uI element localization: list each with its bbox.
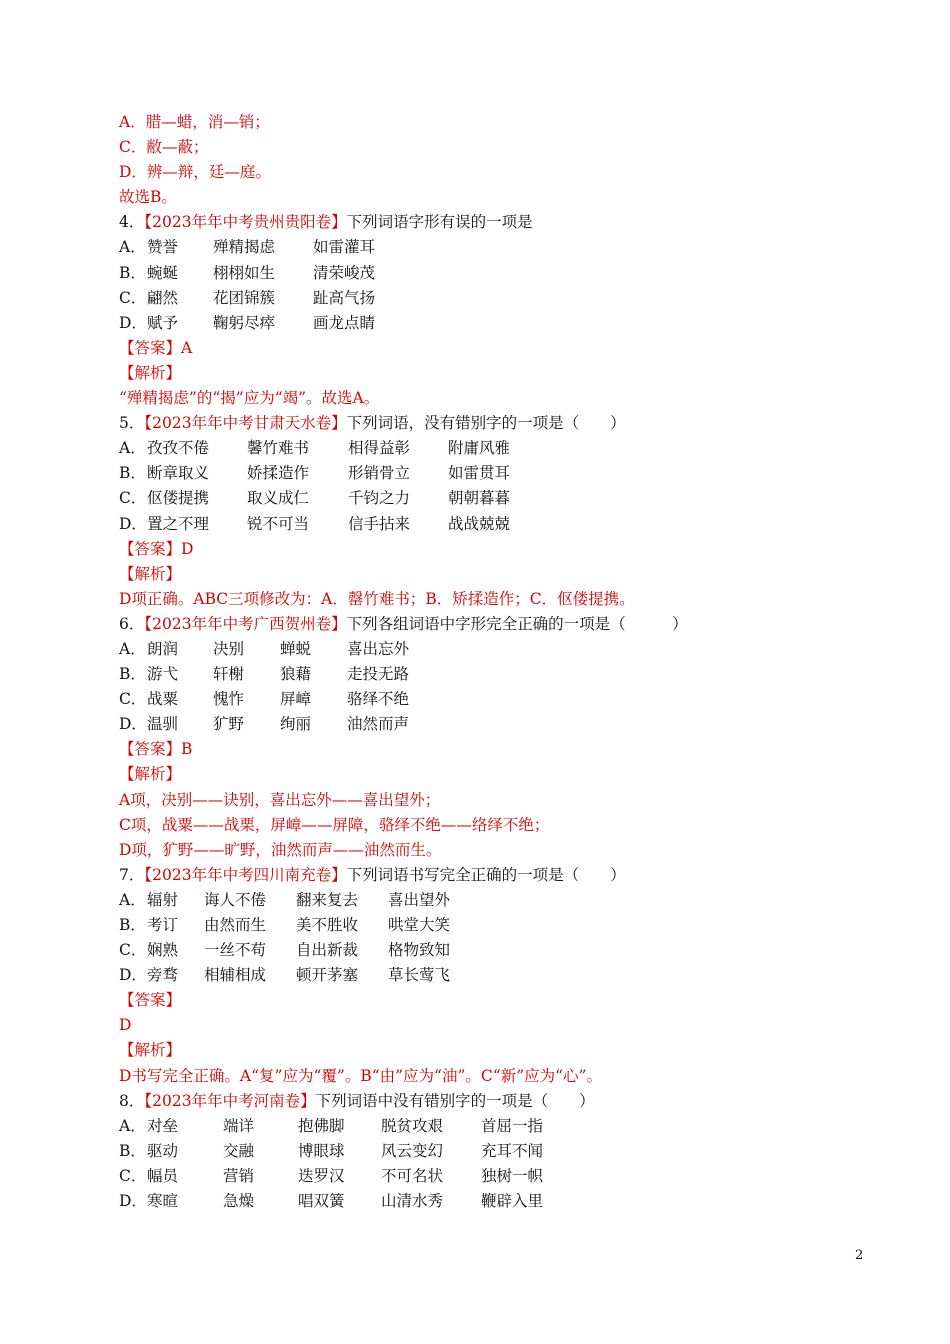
prev-conclusion: 故选B。 [119, 188, 177, 207]
option-row: A．赞誉 殚精揭虑 如雷灌耳 [119, 238, 376, 257]
answer-line: 【答案】D [119, 539, 194, 558]
option-row: A．辐射 诲人不倦 翻来复去 喜出望外 [119, 890, 451, 909]
document-page [119, 110, 859, 1214]
option-row: A．孜孜不倦 馨竹难书 相得益彰 附庸风雅 [119, 439, 511, 458]
option-row: B．断章取义 娇揉造作 形销骨立 如雷贯耳 [119, 464, 511, 483]
analysis-text: A项，决别——诀别，喜出忘外——喜出望外； [119, 790, 441, 809]
analysis-text: D书写完全正确。A“复”应为“覆”。B“由”应为“油”。C“新”应为“心”。 [119, 1066, 602, 1085]
prev-analysis-line: D．辨—辩，廷—庭。 [119, 163, 271, 182]
question-7-stem: 7．【2023年年中考四川南充卷】下列词语书写完全正确的一项是（ ） [119, 865, 626, 884]
answer-line: 【答案】B [119, 740, 193, 759]
option-row: B．考订 由然而生 美不胜收 哄堂大笑 [119, 916, 451, 934]
option-row: B．驱动 交融 博眼球 风云变幻 充耳不闻 [119, 1141, 544, 1160]
analysis-text: C项，战粟——战栗，屏嶂——屏障，骆绎不绝——络绎不绝； [119, 815, 550, 834]
option-row: B．游弋 轩榭 狼藉 走投无路 [119, 665, 410, 684]
question-6-stem: 6．【2023年年中考广西贺州卷】下列各组词语中字形完全正确的一项是（ ） [119, 614, 688, 633]
option-row: D．旁骛 相辅相成 顿开茅塞 草长莺飞 [119, 966, 451, 985]
option-row: C．翩然 花团锦簇 趾高气扬 [119, 288, 376, 307]
option-row: C．伛偻提携 取义成仁 千钧之力 朝朝暮暮 [119, 489, 511, 508]
option-row: C．幅员 营销 迭罗汉 不可名状 独树一帜 [119, 1166, 544, 1185]
question-source: 【2023年年中考广西贺州卷】 [144, 614, 347, 633]
option-row: C．战粟 愧怍 屏嶂 骆绎不绝 [119, 690, 410, 709]
option-row: D．温驯 犷野 绚丽 油然而声 [119, 715, 410, 734]
prev-analysis-line: C．敝—蔽； [119, 138, 209, 157]
question-source: 【2023年年中考四川南充卷】 [144, 865, 347, 884]
analysis-text: D项正确。ABC三项修改为：A．罄竹难书；B．矫揉造作；C．伛偻提携。 [119, 589, 635, 608]
question-8-stem: 8．【2023年年中考河南卷】下列词语中没有错别字的一项是（ ） [119, 1091, 595, 1110]
analysis-tag: 【解析】 [119, 1041, 182, 1060]
option-row: D．寒暄 急燥 唱双簧 山清水秀 鞭辟入里 [119, 1192, 544, 1211]
option-row: D．赋予 鞠躬尽瘁 画龙点睛 [119, 313, 376, 332]
prev-analysis-line: A．腊—蜡，消—销； [119, 113, 270, 131]
analysis-tag: 【解析】 [119, 363, 182, 382]
question-source: 【2023年年中考河南卷】 [144, 1091, 316, 1110]
answer-line: 【答案】A [119, 338, 193, 357]
question-4-stem: 4．【2023年年中考贵州贵阳卷】下列词语字形有误的一项是 [119, 213, 533, 232]
option-row: A．对垒 端详 抱佛脚 脱贫攻艰 首屈一指 [119, 1116, 544, 1135]
option-row: D．置之不理 锐不可当 信手拈来 战战兢兢 [119, 514, 511, 533]
analysis-tag: 【解析】 [119, 564, 182, 583]
question-source: 【2023年年中考甘肃天水卷】 [144, 414, 347, 433]
page-number: 2 [855, 1248, 864, 1263]
answer-tag: 【答案】 [119, 991, 182, 1010]
analysis-tag: 【解析】 [119, 765, 182, 784]
analysis-text: D项，犷野——旷野，油然而声——油然而生。 [119, 840, 442, 859]
option-row: C．娴熟 一丝不苟 自出新裁 格物致知 [119, 941, 451, 960]
analysis-text: “殚精揭虑”的“揭”应为“竭”。故选A。 [119, 389, 380, 408]
option-row: B．蜿蜒 栩栩如生 清荣峻茂 [119, 263, 376, 282]
answer-value: D [119, 1016, 132, 1035]
question-5-stem: 5．【2023年年中考甘肃天水卷】下列词语，没有错别字的一项是（ ） [119, 414, 626, 433]
question-source: 【2023年年中考贵州贵阳卷】 [144, 213, 347, 232]
option-row: A．朗润 决别 蝉蜕 喜出忘外 [119, 639, 410, 658]
